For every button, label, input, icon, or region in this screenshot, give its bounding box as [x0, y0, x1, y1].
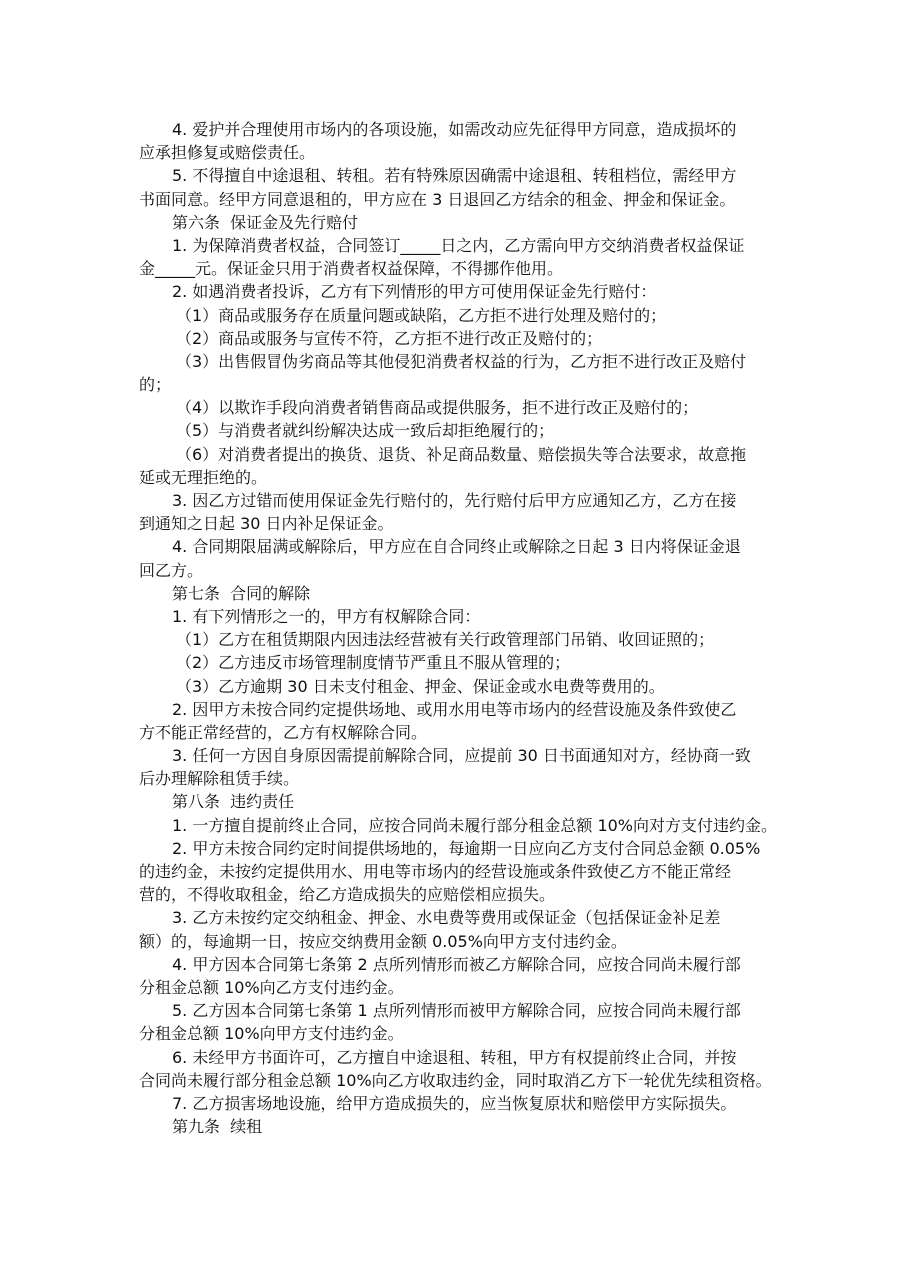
text-line: 4. 合同期限届满或解除后，甲方应在自合同终止或解除之日起 3 日内将保证金退: [172, 537, 741, 557]
section-heading: 第九条 续租: [172, 1117, 263, 1137]
section-heading: 第六条 保证金及先行赔付: [172, 212, 359, 232]
text-line: 应承担修复或赔偿责任。: [139, 143, 316, 163]
text-line: （2）乙方违反市场管理制度情节严重且不服从管理的；: [176, 653, 571, 673]
text-line: 额）的，每逾期一日，按应交纳费用金额 0.05%向甲方支付违约金。: [139, 931, 627, 951]
text-line: （2）商品或服务与宣传不符，乙方拒不进行改正及赔付的；: [176, 328, 603, 348]
text-line: 的；: [139, 375, 172, 395]
text-line: 方不能正常经营的，乙方有权解除合同。: [139, 722, 428, 742]
text-line: 1. 一方擅自提前终止合同，应按合同尚未履行部分租金总额 10%向对方支付违约金。: [172, 815, 778, 835]
text-line: 的违约金，未按约定提供用水、用电等市场内的经营设施或条件致使乙方不能正常经: [139, 862, 732, 881]
text-line: 到通知之日起 30 日内补足保证金。: [139, 514, 394, 534]
text-line: 营的，不得收取租金，给乙方造成损失的应赔偿相应损失。: [139, 885, 556, 905]
text-line: 1. 为保障消费者权益，合同签订_____日之内，乙方需向甲方交纳消费者权益保证: [172, 235, 745, 255]
text-line: 3. 任何一方因自身原因需提前解除合同，应提前 30 日书面通知对方，经协商一致: [172, 746, 751, 766]
text-line: （3）乙方逾期 30 日未支付租金、押金、保证金或水电费等费用的。: [176, 676, 665, 696]
text-line: 分租金总额 10%向甲方支付违约金。: [139, 1024, 404, 1044]
text-line: （1）乙方在租赁期限内因违法经营被有关行政管理部门吊销、收回证照的；: [176, 630, 715, 650]
section-heading: 第八条 违约责任: [172, 792, 295, 812]
text-line: 后办理解除租赁手续。: [139, 769, 300, 789]
section-heading: 第七条 合同的解除: [172, 583, 311, 603]
text-line: 5. 乙方因本合同第七条第 1 点所列情形而被甲方解除合同，应按合同尚未履行部: [172, 1001, 741, 1021]
text-line: 2. 如遇消费者投诉，乙方有下列情形的甲方可使用保证金先行赔付：: [172, 282, 657, 302]
text-line: 3. 乙方未按约定交纳租金、押金、水电费等费用或保证金（包括保证金补足差: [172, 908, 721, 928]
text-line: 分租金总额 10%向乙方支付违约金。: [139, 977, 404, 997]
text-line: 合同尚未履行部分租金总额 10%向乙方收取违约金，同时取消乙方下一轮优先续租资格。: [139, 1070, 772, 1090]
text-line: （1）商品或服务存在质量问题或缺陷，乙方拒不进行处理及赔付的；: [176, 305, 667, 325]
text-line: 7. 乙方损害场地设施，给甲方造成损失的，应当恢复原状和赔偿甲方实际损失。: [172, 1093, 737, 1113]
text-line: 3. 因乙方过错而使用保证金先行赔付的，先行赔付后甲方应通知乙方，乙方在接: [172, 491, 737, 510]
text-line: 5. 不得擅自中途退租、转租。若有特殊原因确需中途退租、转租档位，需经甲方: [172, 166, 737, 186]
text-line: 6. 未经甲方书面许可，乙方擅自中途退租、转租，甲方有权提前终止合同，并按: [172, 1047, 737, 1067]
text-line: （5）与消费者就纠纷解决达成一致后却拒绝履行的；: [176, 421, 555, 441]
contract-text: [139, 118, 779, 1138]
text-line: 2. 因甲方未按合同约定提供场地、或用水用电等市场内的经营设施及条件致使乙: [172, 699, 737, 719]
text-line: 4. 甲方因本合同第七条第 2 点所列情形而被乙方解除合同，应按合同尚未履行部: [172, 954, 741, 974]
text-line: 金_____元。保证金只用于消费者权益保障，不得挪作他用。: [139, 259, 564, 279]
text-line: 2. 甲方未按合同约定时间提供场地的，每逾期一日应向乙方支付合同总金额 0.05%: [172, 838, 761, 858]
text-line: （3）出售假冒伪劣商品等其他侵犯消费者权益的行为，乙方拒不进行改正及赔付: [176, 351, 747, 371]
text-line: 回乙方。: [139, 560, 204, 580]
text-line: 4. 爱护并合理使用市场内的各项设施，如需改动应先征得甲方同意，造成损坏的: [172, 120, 737, 139]
text-line: 1. 有下列情形之一的，甲方有权解除合同：: [172, 606, 481, 626]
text-line: （4）以欺诈手段向消费者销售商品或提供服务，拒不进行改正及赔付的；: [176, 398, 699, 418]
text-line: 书面同意。经甲方同意退租的，甲方应在 3 日退回乙方结余的租金、押金和保证金。: [139, 189, 736, 209]
text-line: （6）对消费者提出的换货、退货、补足商品数量、赔偿损失等合法要求，故意拖: [176, 444, 747, 464]
text-line: 延或无理拒绝的。: [139, 467, 268, 487]
